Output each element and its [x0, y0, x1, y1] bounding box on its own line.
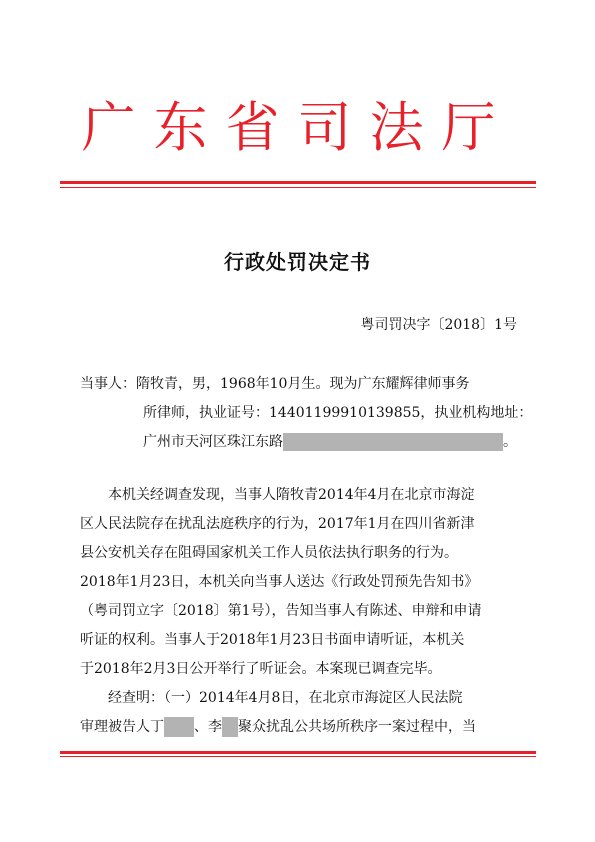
document-title: 行政处罚决定书 [224, 250, 371, 274]
header-rule-thin [60, 187, 536, 188]
document-body [80, 481, 528, 742]
letterhead-agency: 广东省司法厅 [81, 96, 514, 159]
para1-line-1: 本机关经调查发现，当事人隋牧青2014年4月在北京市海淀 [108, 487, 475, 503]
redacted-name-1 [164, 717, 194, 737]
party-line-1: 当事人：隋牧青，男，1968年10月生。现为广东耀辉律师事务 [80, 376, 470, 392]
footer-rule-thick [60, 751, 536, 754]
para1-line-7: 于2018年2月3日公开举行了听证会。本案现已调查完毕。 [80, 661, 442, 677]
party-address: 广州市天河区珠江东路 [143, 434, 283, 450]
footer-rule-thin [60, 756, 536, 757]
redacted-name-2 [222, 717, 238, 737]
redacted-address [283, 433, 503, 451]
para1-line-2: 区人民法院存在扰乱法庭秩序的行为，2017年1月在四川省新津 [80, 516, 475, 532]
para1-line-6: 听证的权利。当事人于2018年1月23日书面申请听证，本机关 [80, 632, 465, 648]
header-rule-thick [60, 181, 536, 184]
para2-line-1: 经查明：（一）2014年4月8日，在北京市海淀区人民法院 [108, 690, 463, 706]
para2-line-2: 审理被告人丁 、李 聚众扰乱公共场所秩序一案过程中，当 [80, 719, 476, 735]
para1-line-3: 县公安机关存在阻碍国家机关工作人员依法执行职务的行为。 [80, 545, 458, 561]
para1-line-4: 2018年1月23日，本机关向当事人送达《行政处罚预先告知书》 [80, 574, 479, 590]
party-info [80, 370, 533, 457]
party-line-3 [80, 428, 525, 457]
para1-line-5: （粤司罚立字〔2018〕第1号），告知当事人有陈述、申辩和申请 [80, 603, 482, 619]
party-line-2: 所律师，执业证号：14401199910139855，执业机构地址： [143, 405, 533, 421]
party-address-end: 。 [503, 434, 517, 450]
document-number: 粤司罚决字〔2018〕1号 [360, 317, 517, 333]
